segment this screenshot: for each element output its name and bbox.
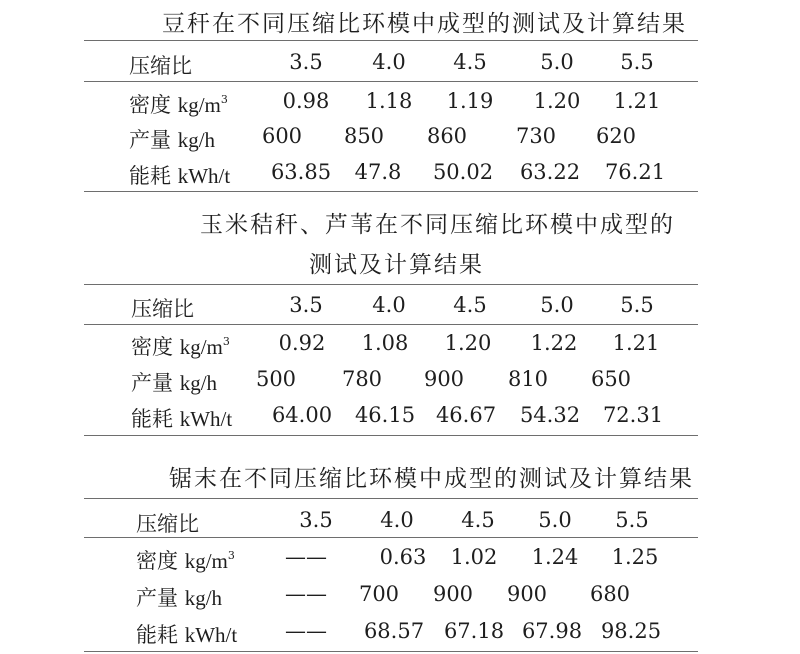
row-label: 密度 $kg/m^3$ [136, 549, 235, 573]
table-cell: 0.63 [379, 545, 427, 569]
table-cell: 68.57 [363, 619, 425, 643]
table-cell: 0.98 [282, 89, 330, 113]
table-cell: 3.5 [299, 508, 333, 532]
row-label: 压缩比 [129, 54, 192, 78]
table-header-rule [84, 81, 698, 82]
table-cell: —— [285, 619, 327, 643]
table-cell: —— [285, 582, 327, 606]
table-cell: 67.98 [521, 619, 583, 643]
table-cell: 810 [507, 367, 549, 391]
table-cell: 5.0 [540, 293, 574, 317]
table-cell: 46.15 [354, 403, 416, 427]
table-cell: 850 [343, 124, 385, 148]
table-cell: 4.5 [453, 50, 487, 74]
table-cell: 900 [423, 367, 465, 391]
table-cell: 730 [515, 124, 557, 148]
table-cell: 3.5 [289, 293, 323, 317]
table-cell: 63.22 [519, 160, 581, 184]
table-cell: 4.0 [372, 50, 406, 74]
table-cell: 4.0 [372, 293, 406, 317]
table-cell: 5.0 [540, 50, 574, 74]
table-title-line2: 测试及计算结果 [309, 252, 484, 278]
table-title: 玉米秸秆、芦苇在不同压缩比环模中成型的 [200, 212, 675, 238]
row-label: 产量 kg/h [129, 128, 216, 152]
table-title: 锯末在不同压缩比环模中成型的测试及计算结果 [169, 466, 694, 492]
table-cell: 620 [595, 124, 637, 148]
table-cell: 47.8 [354, 160, 402, 184]
table-cell: 900 [432, 582, 474, 606]
row-label: 压缩比 [131, 297, 194, 321]
row-label: 能耗 kWh/t [129, 164, 231, 188]
table-cell: 700 [358, 582, 400, 606]
table-cell: 1.20 [444, 331, 492, 355]
table-cell: 1.21 [613, 89, 661, 113]
table-cell: 1.25 [611, 545, 659, 569]
table-cell: 64.00 [271, 403, 333, 427]
table-cell: 5.0 [538, 508, 572, 532]
table-cell: 54.32 [519, 403, 581, 427]
table-cell: 860 [426, 124, 468, 148]
table-cell: 500 [255, 367, 297, 391]
table-cell: 1.20 [533, 89, 581, 113]
table-cell: 76.21 [604, 160, 666, 184]
table-bottom-rule [84, 651, 698, 652]
table-cell: —— [285, 545, 327, 569]
table-cell: 5.5 [620, 50, 654, 74]
table-title: 豆秆在不同压缩比环模中成型的测试及计算结果 [162, 11, 687, 37]
table-cell: 5.5 [615, 508, 649, 532]
table-cell: 5.5 [620, 293, 654, 317]
table-cell: 1.02 [450, 545, 498, 569]
row-label: 产量 kg/h [136, 586, 223, 610]
table-cell: 63.85 [270, 160, 332, 184]
table-header-rule [84, 324, 698, 325]
row-label: 能耗 kWh/t [136, 623, 238, 647]
table-top-rule [84, 40, 698, 41]
table-cell: 1.19 [446, 89, 494, 113]
table-top-rule [84, 284, 698, 285]
table-cell: 3.5 [289, 50, 323, 74]
table-cell: 4.0 [380, 508, 414, 532]
table-cell: 50.02 [432, 160, 494, 184]
table-cell: 1.18 [365, 89, 413, 113]
table-bottom-rule [84, 435, 698, 436]
table-cell: 4.5 [461, 508, 495, 532]
table-cell: 1.24 [531, 545, 579, 569]
row-label: 密度 $kg/m^3$ [129, 93, 228, 117]
table-cell: 600 [261, 124, 303, 148]
row-label: 产量 kg/h [131, 371, 218, 395]
table-header-rule [84, 537, 698, 538]
table-cell: 1.22 [530, 331, 578, 355]
table-cell: 680 [589, 582, 631, 606]
table-cell: 900 [506, 582, 548, 606]
table-cell: 780 [341, 367, 383, 391]
table-cell: 72.31 [602, 403, 664, 427]
table-cell: 98.25 [600, 619, 662, 643]
table-cell: 1.21 [612, 331, 660, 355]
table-cell: 67.18 [443, 619, 505, 643]
table-cell: 46.67 [435, 403, 497, 427]
table-cell: 1.08 [361, 331, 409, 355]
row-label: 压缩比 [136, 512, 199, 536]
table-bottom-rule [84, 191, 698, 192]
row-label: 密度 $kg/m^3$ [131, 335, 230, 359]
table-cell: 0.92 [278, 331, 326, 355]
table-top-rule [84, 498, 698, 499]
table-cell: 4.5 [453, 293, 487, 317]
table-cell: 650 [590, 367, 632, 391]
row-label: 能耗 kWh/t [131, 407, 233, 431]
